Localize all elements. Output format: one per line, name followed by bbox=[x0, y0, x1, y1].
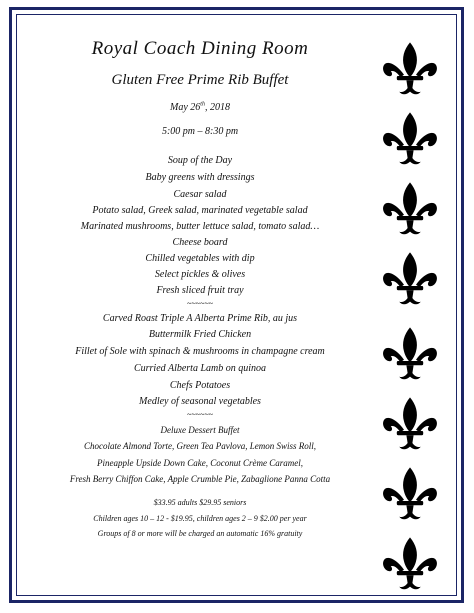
restaurant-title: Royal Coach Dining Room bbox=[91, 38, 309, 59]
menu-item: Curried Alberta Lamb on quinoa bbox=[133, 363, 267, 374]
fleur-de-lis-icon bbox=[380, 395, 440, 455]
dessert-item: Pineapple Upside Down Cake, Coconut Crème Caramel, bbox=[97, 458, 303, 468]
menu-item: Baby greens with dressings bbox=[145, 172, 255, 183]
fleur-de-lis-icon bbox=[380, 110, 440, 170]
menu-item: Select pickles & olives bbox=[154, 269, 246, 280]
menu-item: Soup of the Day bbox=[167, 155, 233, 166]
fleur-de-lis-icon bbox=[380, 180, 440, 240]
gratuity-note: Groups of 8 or more will be charged an automatic 16% gratuity bbox=[97, 529, 303, 538]
menu-item: Buttermilk Fried Chicken bbox=[148, 329, 252, 340]
section-divider: ~~~~~~ bbox=[187, 299, 213, 308]
section-divider: ~~~~~~ bbox=[187, 410, 213, 419]
dessert-title: Deluxe Dessert Buffet bbox=[160, 425, 240, 435]
fleur-de-lis-icon bbox=[380, 535, 440, 595]
buffet-subtitle: Gluten Free Prime Rib Buffet bbox=[111, 72, 289, 88]
fleur-de-lis-icon bbox=[380, 40, 440, 100]
menu-item: Chefs Potatoes bbox=[169, 380, 231, 391]
menu-item: Marinated mushrooms, butter lettuce salad, tomato salad… bbox=[80, 221, 320, 232]
dessert-item: Chocolate Almond Torte, Green Tea Pavlova, Lemon Swiss Roll, bbox=[83, 441, 317, 451]
price-children: Children ages 10 – 12 - $19.95, children ages 2 – 9 $2.00 per year bbox=[93, 514, 307, 523]
menu-item: Medley of seasonal vegetables bbox=[139, 396, 261, 407]
event-date bbox=[30, 102, 370, 113]
menu-item: Fillet of Sole with spinach & mushrooms in champagne cream bbox=[75, 346, 325, 357]
menu-item: Chilled vegetables with dip bbox=[145, 253, 255, 264]
dessert-item: Fresh Berry Chiffon Cake, Apple Crumble Pie, Zabaglione Panna Cotta bbox=[69, 474, 331, 484]
menu-item: Carved Roast Triple A Alberta Prime Rib, au jus bbox=[102, 313, 298, 324]
fleur-de-lis-icon bbox=[380, 465, 440, 525]
menu-item: Fresh sliced fruit tray bbox=[156, 285, 244, 296]
fleur-de-lis-icon bbox=[380, 325, 440, 385]
event-time: 5:00 pm – 8:30 pm bbox=[161, 126, 239, 137]
menu-item: Caesar salad bbox=[173, 189, 227, 200]
menu-item: Potato salad, Greek salad, marinated vegetable salad bbox=[92, 205, 308, 216]
price-adults: $33.95 adults $29.95 seniors bbox=[153, 498, 247, 507]
date-year: , 2018 bbox=[204, 102, 230, 113]
date-ordinal: th bbox=[200, 101, 205, 108]
menu-item: Cheese board bbox=[172, 237, 228, 248]
date-day: May 26 bbox=[170, 102, 201, 113]
fleur-de-lis-icon bbox=[380, 250, 440, 310]
